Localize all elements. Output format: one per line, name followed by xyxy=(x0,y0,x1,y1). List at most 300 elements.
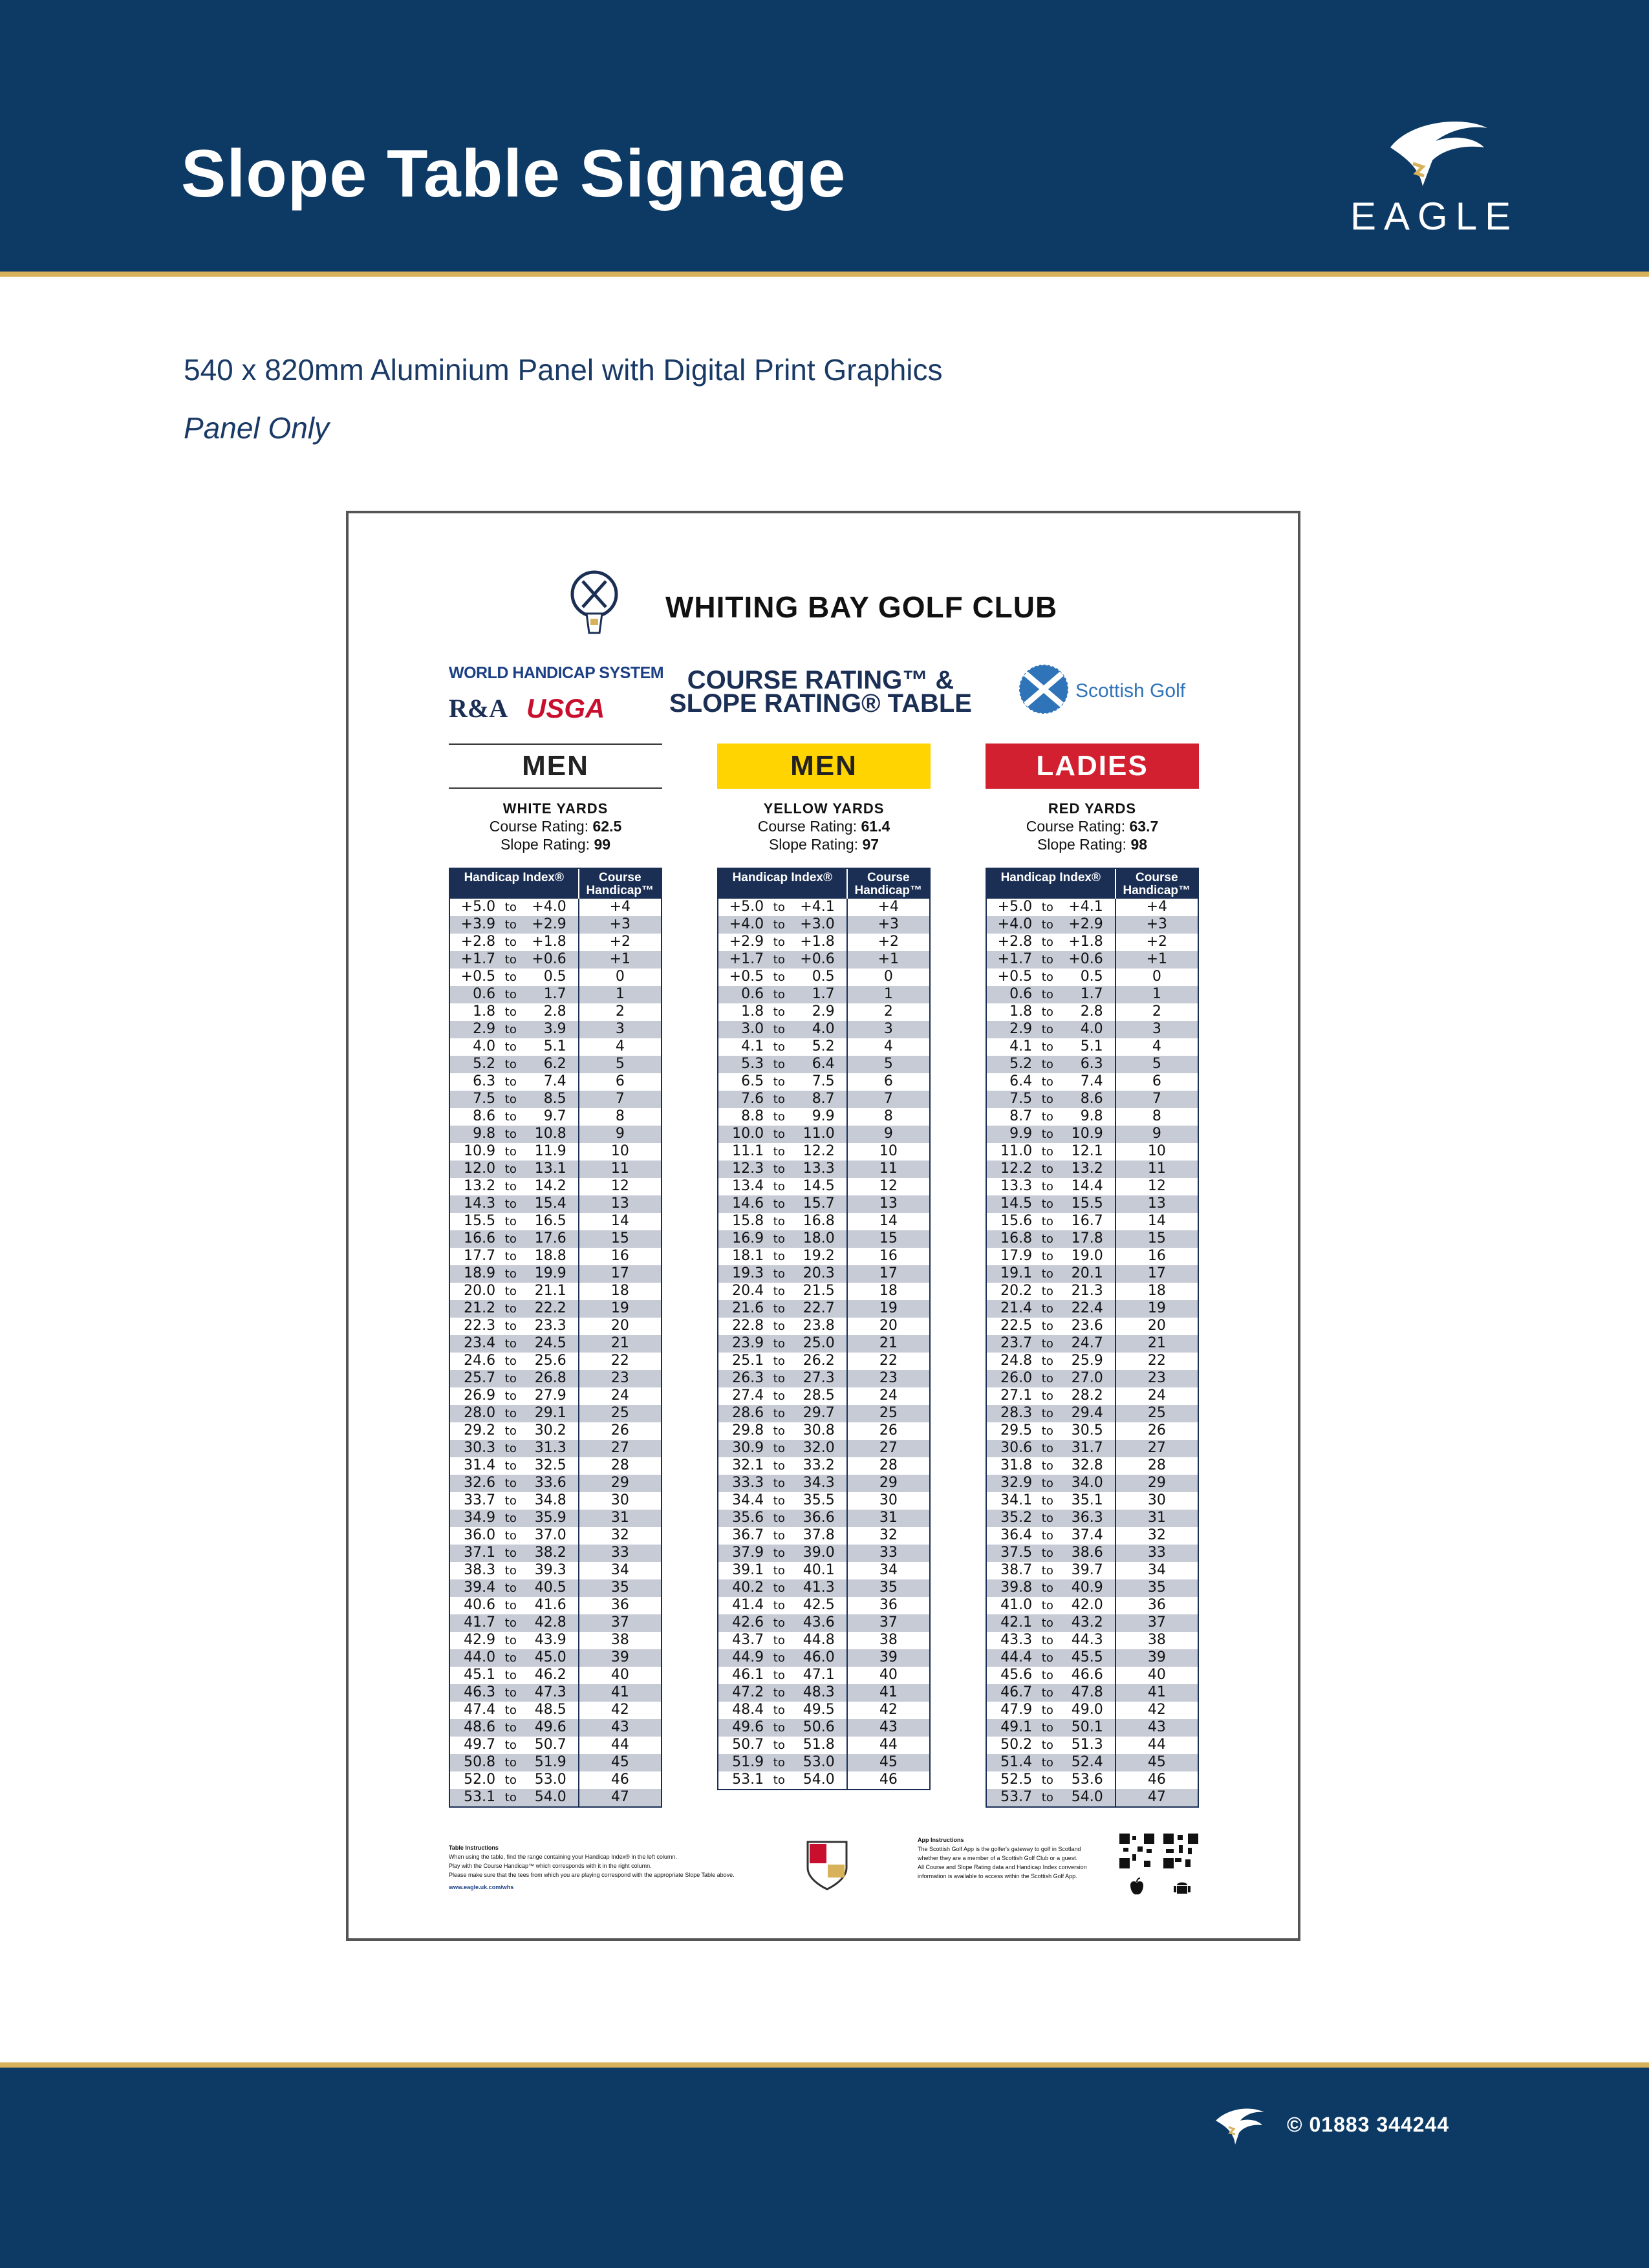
course-handicap: +2 xyxy=(1115,934,1198,951)
course-handicap: +3 xyxy=(1115,916,1198,934)
index-from: 13.4 xyxy=(732,1178,764,1194)
index-from: 2.9 xyxy=(473,1021,496,1037)
table-row xyxy=(718,1248,929,1265)
index-from: 23.7 xyxy=(1000,1335,1033,1351)
course-handicap: 19 xyxy=(578,1300,661,1318)
index-to: 36.6 xyxy=(803,1510,835,1526)
index-to: +3.0 xyxy=(800,916,835,932)
course-handicap: 0 xyxy=(1115,968,1198,986)
index-to: 30.5 xyxy=(1071,1422,1103,1439)
index-from: 0.6 xyxy=(473,986,496,1002)
index-from: 7.5 xyxy=(1009,1091,1033,1107)
course-handicap: 34 xyxy=(846,1562,929,1579)
index-to: 40.1 xyxy=(803,1562,835,1578)
index-to: 46.6 xyxy=(1071,1667,1103,1683)
index-from: 44.0 xyxy=(464,1649,496,1665)
course-handicap: 26 xyxy=(1115,1422,1198,1440)
app-instructions-line: information is available to access within the Scottish Golf App. xyxy=(918,1873,1077,1879)
ra-logo-text: R&A xyxy=(449,694,508,723)
table-row xyxy=(718,1161,929,1178)
apple-icon xyxy=(1128,1878,1146,1897)
course-handicap: +4 xyxy=(846,899,929,916)
table-row xyxy=(718,1230,929,1248)
index-to: 30.8 xyxy=(803,1422,835,1439)
course-handicap: 37 xyxy=(846,1614,929,1632)
index-from: 1.8 xyxy=(741,1003,764,1020)
footer-phone: © 01883 344244 xyxy=(1287,2113,1450,2136)
usga-logo-text: USGA xyxy=(526,693,605,723)
index-to: 42.5 xyxy=(803,1597,835,1613)
table-row xyxy=(987,1440,1198,1457)
to-label: to xyxy=(1041,1721,1053,1735)
table-row xyxy=(450,1771,661,1789)
table-row xyxy=(718,1632,929,1649)
course-handicap: +2 xyxy=(846,934,929,951)
table-row xyxy=(450,1737,661,1754)
index-to: 39.3 xyxy=(534,1562,566,1578)
index-from: 21.6 xyxy=(732,1300,764,1316)
table-row xyxy=(718,1370,929,1387)
table-row xyxy=(718,1649,929,1667)
to-label: to xyxy=(504,1267,517,1281)
to-label: to xyxy=(773,1512,785,1525)
index-to: 46.0 xyxy=(803,1649,835,1665)
course-handicap: 46 xyxy=(578,1771,661,1789)
index-to: 17.8 xyxy=(1071,1230,1103,1246)
index-from: 11.0 xyxy=(1000,1143,1033,1159)
course-handicap: 43 xyxy=(1115,1719,1198,1737)
index-to: 13.3 xyxy=(803,1161,835,1177)
index-from: 30.3 xyxy=(464,1440,496,1456)
table-row xyxy=(718,1335,929,1353)
to-label: to xyxy=(504,1442,517,1455)
index-to: 24.5 xyxy=(534,1335,566,1351)
index-to: 3.9 xyxy=(543,1021,566,1037)
to-label: to xyxy=(504,1337,517,1351)
table-row xyxy=(987,951,1198,968)
index-from: 46.1 xyxy=(732,1667,764,1683)
index-from: 35.2 xyxy=(1000,1510,1033,1526)
index-from: 23.9 xyxy=(732,1335,764,1351)
course-handicap: 44 xyxy=(846,1737,929,1754)
table-instructions xyxy=(449,1843,785,1879)
index-from: 43.7 xyxy=(732,1632,764,1648)
to-label: to xyxy=(504,953,517,967)
course-handicap: 14 xyxy=(1115,1213,1198,1230)
table-row xyxy=(450,1614,661,1632)
course-handicap: 1 xyxy=(1115,986,1198,1003)
course-handicap: 46 xyxy=(846,1771,929,1789)
index-to: 37.0 xyxy=(534,1527,566,1543)
to-label: to xyxy=(773,1302,785,1316)
to-label: to xyxy=(1041,1250,1053,1263)
course-handicap: 7 xyxy=(1115,1091,1198,1108)
yards-label: RED YARDS xyxy=(1048,800,1137,817)
index-to: 53.6 xyxy=(1071,1771,1103,1788)
course-handicap: 24 xyxy=(578,1387,661,1405)
table-row xyxy=(987,1667,1198,1684)
table-row xyxy=(718,986,929,1003)
index-to: 32.0 xyxy=(803,1440,835,1456)
to-label: to xyxy=(773,1040,785,1054)
table-row xyxy=(718,1195,929,1213)
course-handicap: 31 xyxy=(578,1510,661,1527)
to-label: to xyxy=(504,1180,517,1193)
index-to: 47.1 xyxy=(803,1667,835,1683)
table-row xyxy=(450,1684,661,1702)
table-row xyxy=(987,1510,1198,1527)
to-label: to xyxy=(504,1581,517,1595)
table-row xyxy=(450,1073,661,1091)
table-row xyxy=(718,1614,929,1632)
qr-code-ios-icon[interactable] xyxy=(1118,1832,1156,1870)
table-row xyxy=(450,1492,661,1510)
table-row xyxy=(450,1195,661,1213)
to-label: to xyxy=(1041,1791,1053,1804)
index-to: 44.3 xyxy=(1071,1632,1103,1648)
index-from: 15.8 xyxy=(732,1213,764,1229)
table-row xyxy=(450,899,661,916)
table-row xyxy=(987,1405,1198,1422)
course-handicap: 45 xyxy=(1115,1754,1198,1771)
header-handicap-index: Handicap Index® xyxy=(464,871,564,884)
index-to: 13.2 xyxy=(1071,1161,1103,1177)
to-label: to xyxy=(773,1616,785,1630)
index-from: 52.5 xyxy=(1000,1771,1033,1788)
course-handicap: 43 xyxy=(578,1719,661,1737)
index-to: +4.1 xyxy=(800,899,835,915)
course-handicap: 27 xyxy=(578,1440,661,1457)
table-row xyxy=(450,1091,661,1108)
index-to: 50.7 xyxy=(534,1737,566,1753)
index-from: +1.7 xyxy=(729,951,764,967)
index-to: 0.5 xyxy=(1080,968,1103,985)
header-course-handicap: Course Handicap™ xyxy=(1115,869,1198,899)
index-to: +0.6 xyxy=(1068,951,1103,967)
to-label: to xyxy=(773,1529,785,1543)
index-to: 23.6 xyxy=(1071,1318,1103,1334)
table-row xyxy=(987,1684,1198,1702)
rating-table-title-line1: COURSE RATING™ & xyxy=(687,666,954,694)
index-from: 27.4 xyxy=(732,1387,764,1404)
index-to: 31.7 xyxy=(1071,1440,1103,1456)
course-handicap: 7 xyxy=(846,1091,929,1108)
index-to: +2.9 xyxy=(532,916,566,932)
index-to: 14.2 xyxy=(534,1178,566,1194)
to-label: to xyxy=(504,1110,517,1124)
index-from: 53.7 xyxy=(1000,1789,1033,1805)
index-to: 30.2 xyxy=(534,1422,566,1439)
index-to: 27.0 xyxy=(1071,1370,1103,1386)
index-to: 23.8 xyxy=(803,1318,835,1334)
to-label: to xyxy=(504,1372,517,1385)
table-row xyxy=(718,1545,929,1562)
course-handicap: +3 xyxy=(578,916,661,934)
index-from: 6.4 xyxy=(1009,1073,1033,1089)
index-from: 20.4 xyxy=(732,1283,764,1299)
index-from: 25.7 xyxy=(464,1370,496,1386)
course-handicap: 18 xyxy=(846,1283,929,1300)
index-to: 10.8 xyxy=(534,1126,566,1142)
table-row xyxy=(987,1300,1198,1318)
course-handicap: 0 xyxy=(846,968,929,986)
panel-spec: 540 x 820mm Aluminium Panel with Digital Print Graphics xyxy=(184,353,943,387)
table-row xyxy=(450,1510,661,1527)
index-from: +1.7 xyxy=(997,951,1033,967)
to-label: to xyxy=(1041,953,1053,967)
index-to: 49.0 xyxy=(1071,1702,1103,1718)
index-from: 48.4 xyxy=(732,1702,764,1718)
index-from: 6.3 xyxy=(473,1073,496,1089)
table-row xyxy=(450,1632,661,1649)
table-row xyxy=(450,1597,661,1614)
index-to: 38.6 xyxy=(1071,1545,1103,1561)
course-handicap: 17 xyxy=(578,1265,661,1283)
column-men-white xyxy=(449,744,662,1808)
index-to: 54.0 xyxy=(1071,1789,1103,1805)
course-handicap: 23 xyxy=(578,1370,661,1387)
to-label: to xyxy=(773,1075,785,1089)
course-handicap: 12 xyxy=(578,1178,661,1195)
index-to: 29.1 xyxy=(534,1405,566,1421)
index-from: 21.4 xyxy=(1000,1300,1033,1316)
table-row xyxy=(987,1370,1198,1387)
table-row xyxy=(718,1213,929,1230)
handicap-table xyxy=(986,868,1199,1808)
index-from: +2.9 xyxy=(729,934,764,950)
index-from: 8.6 xyxy=(473,1108,496,1124)
to-label: to xyxy=(773,1651,785,1665)
to-label: to xyxy=(504,1424,517,1438)
course-handicap: 5 xyxy=(1115,1056,1198,1073)
index-to: 37.8 xyxy=(803,1527,835,1543)
to-label: to xyxy=(504,1197,517,1211)
index-from: 32.9 xyxy=(1000,1475,1033,1491)
to-label: to xyxy=(504,1075,517,1089)
index-from: 12.0 xyxy=(464,1161,496,1177)
to-label: to xyxy=(504,970,517,984)
index-to: 6.3 xyxy=(1080,1056,1103,1072)
qr-code-android-icon[interactable] xyxy=(1162,1832,1200,1870)
index-from: 28.3 xyxy=(1000,1405,1033,1421)
index-from: 33.3 xyxy=(732,1475,764,1491)
to-label: to xyxy=(773,1058,785,1071)
course-handicap: 4 xyxy=(846,1038,929,1056)
course-handicap: 47 xyxy=(1115,1789,1198,1806)
index-to: 7.5 xyxy=(812,1073,835,1089)
table-row xyxy=(450,1422,661,1440)
course-handicap: 22 xyxy=(1115,1353,1198,1370)
table-row xyxy=(987,1126,1198,1143)
page-title: Slope Table Signage xyxy=(181,136,846,211)
table-row xyxy=(450,1300,661,1318)
header-handicap-index: Handicap Index® xyxy=(732,871,832,884)
table-row xyxy=(450,1667,661,1684)
course-handicap: 15 xyxy=(1115,1230,1198,1248)
index-to: 24.7 xyxy=(1071,1335,1103,1351)
course-handicap: 11 xyxy=(578,1161,661,1178)
table-row xyxy=(987,1056,1198,1073)
to-label: to xyxy=(773,1721,785,1735)
course-handicap: 39 xyxy=(1115,1649,1198,1667)
index-from: 18.9 xyxy=(464,1265,496,1281)
eagle-url-link[interactable]: www.eagle.uk.com/whs xyxy=(449,1884,514,1890)
index-to: 47.8 xyxy=(1071,1684,1103,1700)
course-handicap: 5 xyxy=(578,1056,661,1073)
table-row xyxy=(718,1353,929,1370)
index-from: 5.2 xyxy=(1009,1056,1033,1072)
table-row xyxy=(450,986,661,1003)
index-from: 42.6 xyxy=(732,1614,764,1631)
index-to: 39.7 xyxy=(1071,1562,1103,1578)
index-from: 26.0 xyxy=(1000,1370,1033,1386)
index-to: 1.7 xyxy=(543,986,566,1002)
index-to: 36.3 xyxy=(1071,1510,1103,1526)
to-label: to xyxy=(1041,1320,1053,1333)
to-label: to xyxy=(773,1477,785,1490)
index-to: 34.0 xyxy=(1071,1475,1103,1491)
index-to: 9.7 xyxy=(543,1108,566,1124)
to-label: to xyxy=(1041,1616,1053,1630)
index-from: 41.0 xyxy=(1000,1597,1033,1613)
index-from: +5.0 xyxy=(460,899,496,915)
course-handicap: 1 xyxy=(846,986,929,1003)
table-row xyxy=(450,1213,661,1230)
course-handicap: 29 xyxy=(578,1475,661,1492)
course-handicap: 16 xyxy=(578,1248,661,1265)
to-label: to xyxy=(773,1145,785,1159)
table-row xyxy=(987,986,1198,1003)
index-from: +4.0 xyxy=(997,916,1033,932)
index-to: 15.5 xyxy=(1071,1195,1103,1212)
table-row xyxy=(718,1457,929,1475)
index-from: 45.6 xyxy=(1000,1667,1033,1683)
index-from: 37.9 xyxy=(732,1545,764,1561)
index-from: 0.6 xyxy=(1009,986,1033,1002)
to-label: to xyxy=(1041,1128,1053,1141)
table-row xyxy=(987,1649,1198,1667)
course-handicap: 20 xyxy=(846,1318,929,1335)
to-label: to xyxy=(1041,1023,1053,1036)
index-to: 42.0 xyxy=(1071,1597,1103,1613)
table-row xyxy=(987,1230,1198,1248)
index-from: 10.0 xyxy=(732,1126,764,1142)
table-instructions-title: Table Instructions xyxy=(449,1845,499,1851)
to-label: to xyxy=(773,1267,785,1281)
page-footer xyxy=(0,2062,1649,2268)
table-row xyxy=(718,916,929,934)
course-handicap: +3 xyxy=(846,916,929,934)
index-to: 41.3 xyxy=(803,1579,835,1596)
to-label: to xyxy=(1041,1197,1053,1211)
to-label: to xyxy=(1041,1512,1053,1525)
to-label: to xyxy=(1041,1285,1053,1298)
course-handicap: 17 xyxy=(1115,1265,1198,1283)
to-label: to xyxy=(773,1215,785,1228)
to-label: to xyxy=(1041,1302,1053,1316)
to-label: to xyxy=(1041,1058,1053,1071)
index-from: 46.3 xyxy=(464,1684,496,1700)
to-label: to xyxy=(1041,1477,1053,1490)
to-label: to xyxy=(1041,1599,1053,1612)
index-from: 1.8 xyxy=(473,1003,496,1020)
course-handicap: 35 xyxy=(1115,1579,1198,1597)
to-label: to xyxy=(773,936,785,949)
index-from: 9.9 xyxy=(1009,1126,1033,1142)
to-label: to xyxy=(504,1546,517,1560)
index-from: 42.9 xyxy=(464,1632,496,1648)
course-handicap: 23 xyxy=(846,1370,929,1387)
app-instructions xyxy=(918,1835,1112,1881)
to-label: to xyxy=(773,1424,785,1438)
table-row xyxy=(450,1702,661,1719)
table-row xyxy=(450,1038,661,1056)
index-from: 11.1 xyxy=(732,1143,764,1159)
to-label: to xyxy=(773,1634,785,1647)
to-label: to xyxy=(504,1093,517,1106)
course-handicap: 11 xyxy=(846,1161,929,1178)
to-label: to xyxy=(504,1320,517,1333)
index-from: 29.8 xyxy=(732,1422,764,1439)
course-handicap: 28 xyxy=(846,1457,929,1475)
table-row xyxy=(450,1003,661,1021)
to-label: to xyxy=(1041,1669,1053,1682)
index-to: 17.6 xyxy=(534,1230,566,1246)
to-label: to xyxy=(773,1285,785,1298)
table-row xyxy=(450,1161,661,1178)
index-from: 26.3 xyxy=(732,1370,764,1386)
index-from: 43.3 xyxy=(1000,1632,1033,1648)
course-handicap: 33 xyxy=(846,1545,929,1562)
index-from: 38.3 xyxy=(464,1562,496,1578)
table-row xyxy=(718,1108,929,1126)
index-to: 8.5 xyxy=(543,1091,566,1107)
index-from: 20.0 xyxy=(464,1283,496,1299)
table-row xyxy=(450,1335,661,1353)
table-row xyxy=(987,1195,1198,1213)
to-label: to xyxy=(1041,1738,1053,1752)
to-label: to xyxy=(1041,1756,1053,1770)
table-row xyxy=(450,1579,661,1597)
course-handicap: 8 xyxy=(846,1108,929,1126)
course-handicap: 19 xyxy=(1115,1300,1198,1318)
course-handicap: 10 xyxy=(1115,1143,1198,1161)
android-icon xyxy=(1173,1878,1191,1897)
to-label: to xyxy=(504,1128,517,1141)
index-from: 39.1 xyxy=(732,1562,764,1578)
table-row xyxy=(987,916,1198,934)
to-label: to xyxy=(773,901,785,914)
to-label: to xyxy=(504,1389,517,1403)
index-to: 34.8 xyxy=(534,1492,566,1508)
table-header xyxy=(987,869,1198,899)
index-from: 15.6 xyxy=(1000,1213,1033,1229)
index-to: 0.5 xyxy=(543,968,566,985)
course-handicap: 43 xyxy=(846,1719,929,1737)
course-handicap: 6 xyxy=(846,1073,929,1091)
to-label: to xyxy=(773,1686,785,1700)
table-row xyxy=(450,916,661,934)
course-handicap: 2 xyxy=(846,1003,929,1021)
index-to: 50.6 xyxy=(803,1719,835,1735)
app-instructions-title: App Instructions xyxy=(918,1837,964,1843)
table-row xyxy=(450,1527,661,1545)
course-handicap: 5 xyxy=(846,1056,929,1073)
index-to: 14.5 xyxy=(803,1178,835,1194)
to-label: to xyxy=(1041,1564,1053,1578)
index-to: +4.0 xyxy=(532,899,566,915)
table-row xyxy=(450,1248,661,1265)
